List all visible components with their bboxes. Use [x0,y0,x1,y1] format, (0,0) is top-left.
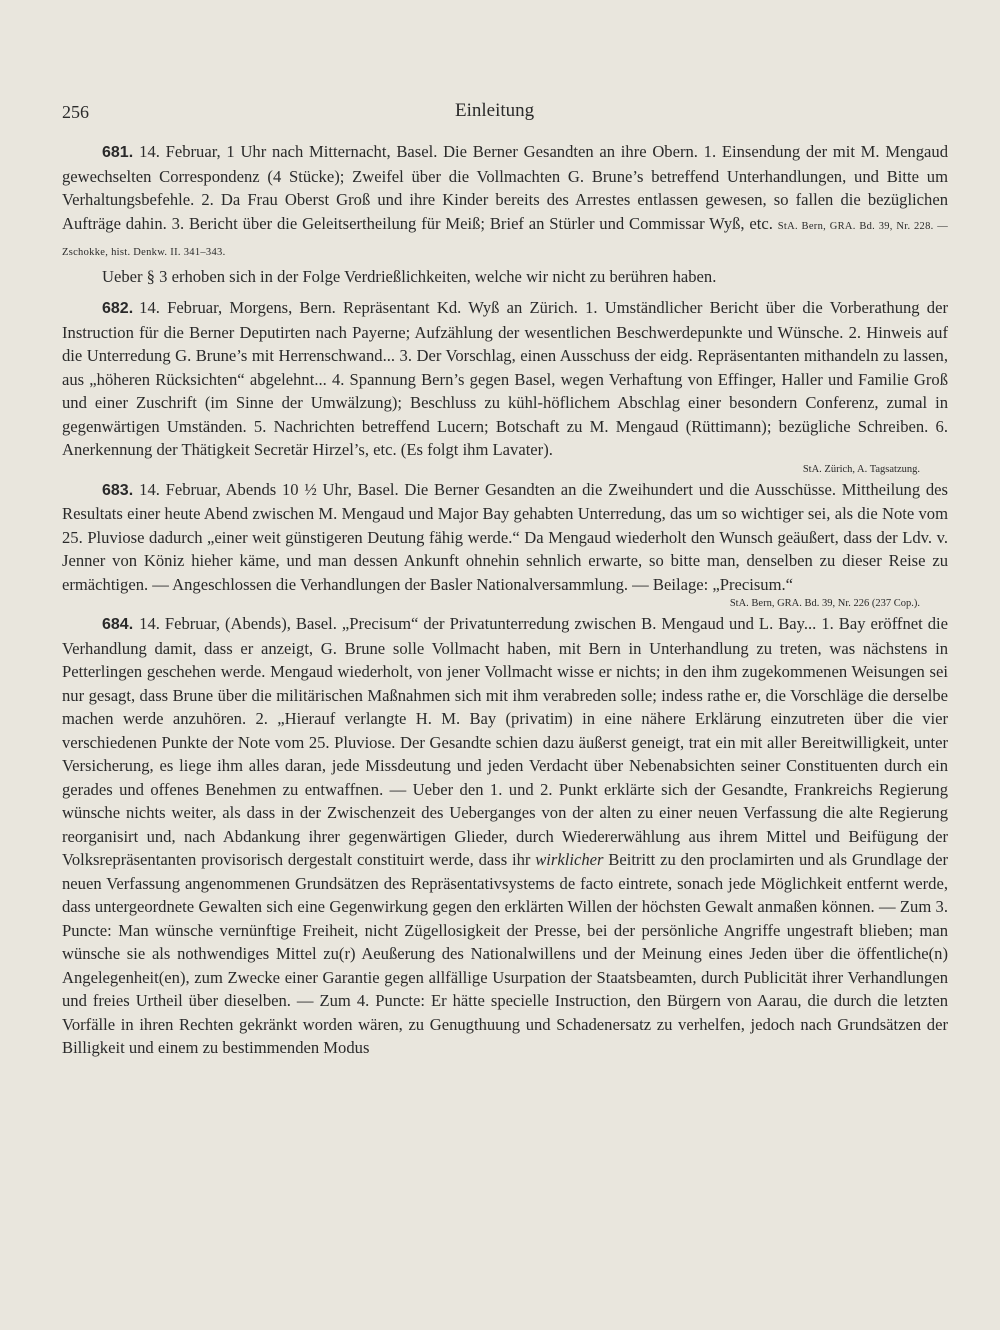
entry-citation: StA. Zürich, A. Tagsatzung. [802,463,920,475]
entry-text-continued: Beitritt zu den proclamirten und als Grundlage der neuen Verfassung angenommenen Grundsätzen des Repräsentativsystems de facto eintrete, sonach jede Möglichkeit entfernt werde, dass untergeordnete Gewalten sich eine Gegenwirkung gegen den erklärten Willen der höchsten Gewalt anmaßen können. — Zum 3. Puncte: Man wünsche vernünftige Freiheit, nicht Zügellosigkeit der Presse, bei der persönliche Angriffe ungestraft blieben; man wünsche sie als nothwendiges Mittel zu(r) Aeußerung des Nationalwillens und der Meinung eines Jeden über die öffentliche(n) Angelegenheit(en), zum Zwecke einer Garantie gegen allfällige Usurpation der Staatsbeamten, durch Publicität ihrer Verhandlungen und freies Urtheil über dieselben. — Zum 4. Puncte: Er hätte specielle Instruction, den Bürgern von Aarau, die durch die letzten Vorfälle in ihren Rechten gekränkt worden wären, zu Genugthuung und Schadenersatz zu verhelfen, jedoch nach Grundsätzen der Billigkeit und einem zu bestimmenden Modus [62,850,948,1057]
entry-number: 681. [102,144,134,161]
entry-text: 14. Februar, Morgens, Bern. Repräsentant Kd. Wyß an Zürich. 1. Umständlicher Bericht über die Vorberathung der Instruction für die Berner Deputirten nach Payerne; Aufzählung der wesentlichen Beschwerdepunkte und Wünsche. 2. Hinweis auf die Unterredung G. Brune’s mit Herrenschwand... 3. Der Vorschlag, einen Ausschuss der eidg. Repräsentanten mithandeln zu lassen, aus „höheren Rücksichten“ abgelehnt... 4. Spannung Bern’s gegen Basel, wegen Verhaftung von Effinger, Haller und Familie Groß und einer Zuschrift (im Sinne der Umwälzung); Beschluss zu kühl-höflichem Abschlag einer besondern Conferenz, zumal in gegenwärtigen Umständen. 5. Nachrichten betreffend Lucern; Botschaft zu M. Mengaud (Rüttimann); bezügliche Schreiben. 6. Anerkennung der Thätigkeit Secretär Hirzel’s, etc. (Es folgt ihm Lavater). [62,298,948,459]
entry-684 [62,612,948,1060]
entry-text: 14. Februar, 1 Uhr nach Mitternacht, Basel. Die Berner Gesandten an ihre Obern. 1. Einsendung der mit M. Mengaud gewechselten Correspondenz (4 Stücke); Zweifel über die Vollmachten G. Brune’s betreffend Unterhandlungen, und Bitte um Verhaltungsbefehle. 2. Da Frau Oberst Groß und ihre Kinder bereits des Arrestes entlassen gewesen, so fallen die bezüglichen Aufträge dahin. 3. Bericht über die Geleitsertheilung für Meiß; Brief an Stürler und Commissar Wyß, etc. [62,142,948,233]
entry-681 [62,140,948,265]
entry-text: 14. Februar, Abends 10 ½ Uhr, Basel. Die Berner Gesandten an die Zweihundert und die Ausschüsse. Mittheilung des Resultats einer heute Abend zwischen M. Mengaud und Major Bay gehabten Unterredung, das um so wichtiger sei, als die Note vom 25. Pluviose dadurch „einer weit günstigeren Deutung fähig werde.“ Da Mengaud wiederholt den Wunsch geäußert, dass der Ldv. v. Jenner von Köniz hieher käme, und man dessen Ankunft ohnehin sehnlich erwarte, so bitte man, denselben zu dieser Reise zu ermächtigen. — Angeschlossen die Verhandlungen der Basler Nationalversammlung. — Beilage: „Precisum.“ [62,479,948,594]
emphasized-word: wirklicher [535,850,604,869]
spacer [62,288,948,296]
entry-number: 684. [102,616,134,633]
entry-number: 683. [102,481,134,499]
page-body [62,140,948,1060]
entry-682 [62,296,948,462]
entry-text: 14. Februar, (Abends), Basel. „Precisum“ der Privatunterredung zwischen B. Mengaud und L. Bay... 1. Bay eröffnet die Verhandlung damit, dass er anzeigt, G. Brune solle Vollmacht haben, mit Bern in Unterhandlung zu treten, was nächstens in Petterlingen geschehen werde. Mengaud wiederholt, von jener Vollmacht wisse er nichts; in den ihm zugekommenen Weisungen sei nur gesagt, dass Brune über die militärischen Maßnahmen sich mit ihm verabreden solle; indess rathe er, die Vorschläge die derselbe machen werde anzuhören. 2. „Hierauf verlangte H. M. Bay (privatim) in eine nähere Erklärung einzutreten über die vier verschiedenen Punkte der Note vom 25. Pluviose. Der Gesandte schien dazu äußerst geneigt, trat ein mit aller Bereitwilligkeit, unter Versicherung, es liege ihm alles daran, jede Missdeutung und jeden Verdacht über Nebenabsichten seiner Constituenten durch ein gerades und offenes Benehmen zu entwaffnen. — Ueber den 1. und 2. Punkt erklärte sich der Gesandte, Frankreichs Regierung wünsche nichts weiter, als dass in der Zwischenzeit des Ueberganges von der alten zu einer neuen Verfassung die alte Regierung reorganisirt und, nach Abdankung ihrer gegenwärtigen Glieder, durch Wiedererwählung aus ihrem Mittel und Beifügung der Volksrepräsentanten provisorisch dergestalt constituirt werde, dass ihr [62,614,948,869]
entry-683 [62,478,948,597]
entry-citation: StA. Bern, GRA. Bd. 39, Nr. 228. — Zschokke, hist. Denkw. II. 341–343. [62,220,948,258]
running-title: Einleitung [455,100,535,121]
entry-681-note: Ueber § 3 erhoben sich in der Folge Verdrießlichkeiten, welche wir nicht zu berühren haben. [102,266,717,286]
page-number: 256 [62,102,89,122]
entry-number: 682. [102,300,134,317]
entry-citation: StA. Bern, GRA. Bd. 39, Nr. 226 (237 Cop.). [729,598,920,609]
